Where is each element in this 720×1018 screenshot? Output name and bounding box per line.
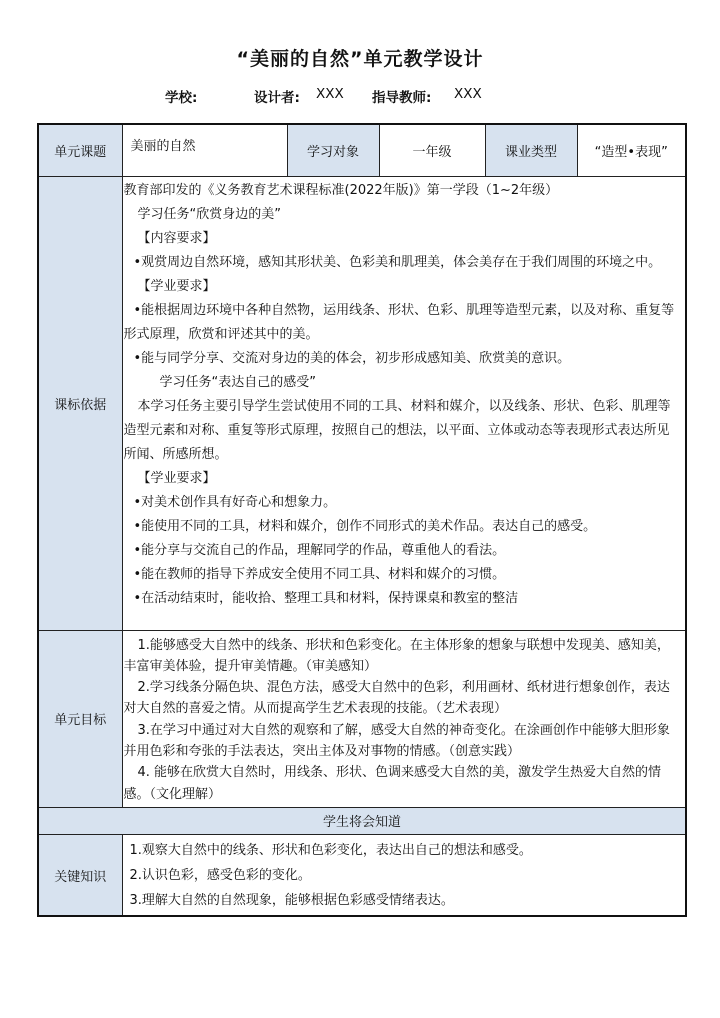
basis-line: •能根据周边环境中各种自然物，运用线条、形状、色彩、肌理等造型元素，以及对称、重复等形式原理，欣赏和评述其中的美。 [123,302,675,342]
knowledge-content [122,834,686,916]
document-title: “美丽的自然”单元教学设计 [236,48,484,70]
table-row-knowledge [38,834,686,916]
goal-line: 3.在学习中通过对大自然的观察和了解，感受大自然的神奇变化。在涂画创作中能够大胆形象并用色彩和夸张的手法表达，突出主体及对事物的情感。（创意实践） [123,722,670,759]
knowledge-line: 1.观察大自然中的线条、形状和色彩变化，表达出自己的想法和感受。 [129,842,532,858]
designer-label: 设计者: [254,90,300,106]
goals-content [122,630,686,807]
advisor-label: 指导教师: [372,90,432,106]
lesson-table [37,123,687,917]
basis-line: 【学业要求】 [137,278,216,294]
basis-line: •在活动结束时，能收拾、整理工具和材料，保持课桌和教室的整洁 [133,590,519,606]
goal-line: 4. 能够在欣赏大自然时，用线条、形状、色调来感受大自然的美，激发学生热爱大自然的情感。（文化理解） [123,765,662,802]
basis-line: •对美术创作具有好奇心和想象力。 [133,494,337,510]
table-row-goals [38,630,686,807]
basis-line: •观赏周边自然环境，感知其形状美、色彩美和肌理美，体会美存在于我们周围的环境之中。 [133,254,662,270]
basis-label: 课标依据 [38,176,122,630]
type-label: 课业类型 [485,124,577,176]
section-header: 学生将会知道 [38,807,686,834]
table-row-basis [38,176,686,630]
designer-value: XXX [316,86,344,102]
goals-label: 单元目标 [38,630,122,807]
table-row-section [38,807,686,834]
unit-value: 美丽的自然 [122,124,287,176]
goal-line: 1.能够感受大自然中的线条、形状和色彩变化。在主体形象的想象与联想中发现美、感知美，丰富审美体验，提升审美情趣。（审美感知） [123,637,670,674]
school-label: 学校: [165,90,198,106]
basis-line: •能在教师的指导下养成安全使用不同工具、材料和媒介的习惯。 [133,566,506,582]
knowledge-label: 关键知识 [38,834,122,916]
basis-line: 学习任务“欣赏身边的美” [137,206,281,222]
table-row-unit [38,124,686,176]
basis-line: 学习任务“表达自己的感受” [159,374,316,390]
basis-line: 【内容要求】 [137,230,216,246]
basis-line: 本学习任务主要引导学生尝试使用不同的工具、材料和媒介，以及线条、形状、色彩、肌理等造型元素和对称、重复等形式原理，按照自己的想法，以平面、立体或动态等表现形式表达所见所闻、所感所想。 [123,398,671,462]
basis-line: •能使用不同的工具，材料和媒介，创作不同形式的美术作品。表达自己的感受。 [133,518,597,534]
basis-line: 教育部印发的《义务教育艺术课程标准(2022年版)》第一学段（1~2年级） [123,182,559,198]
type-value: “造型•表现” [577,124,686,176]
target-value: 一年级 [379,124,485,176]
advisor-value: XXX [454,86,482,102]
knowledge-line: 3.理解大自然的自然现象，能够根据色彩感受情绪表达。 [129,892,454,908]
target-label: 学习对象 [287,124,379,176]
basis-line: 【学业要求】 [137,470,216,486]
goal-line: 2.学习线条分隔色块、混色方法，感受大自然中的色彩，利用画材、纸材进行想象创作，表达对大自然的喜爱之情。从而提高学生艺术表现的技能。（艺术表现） [123,680,670,717]
unit-label: 单元课题 [38,124,122,176]
basis-line: •能与同学分享、交流对身边的美的体会，初步形成感知美、欣赏美的意识。 [133,350,571,366]
knowledge-line: 2.认识色彩，感受色彩的变化。 [129,867,311,883]
basis-content [122,176,686,630]
basis-line: •能分享与交流自己的作品，理解同学的作品，尊重他人的看法。 [133,542,506,558]
